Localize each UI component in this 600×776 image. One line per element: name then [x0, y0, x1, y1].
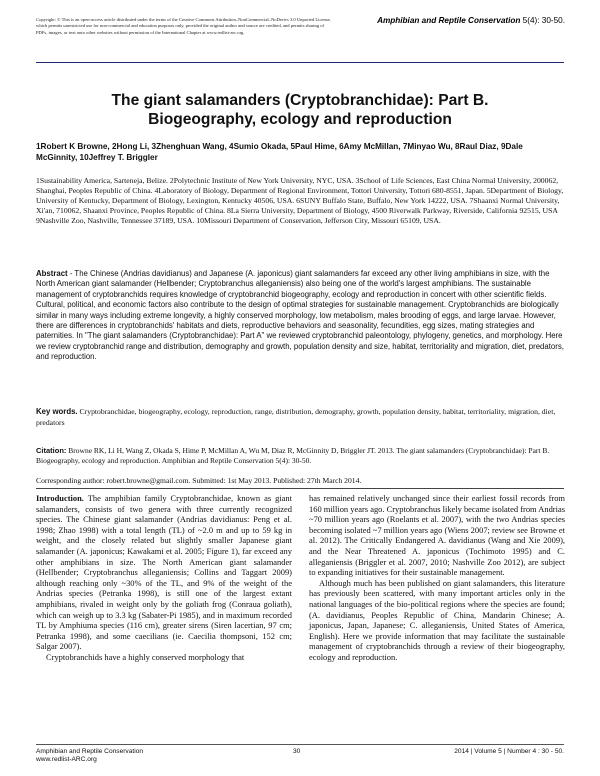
journal-name: Amphibian and Reptile Conservation	[377, 16, 521, 25]
journal-volume: 5(4): 30-50.	[522, 16, 565, 25]
citation-text: Browne RK, Li H, Wang Z, Okada S, Hime P, McMillan A, Wu M, Diaz R, McGinnity D, Briggler JT. 2013. The giant salamanders (Cryptobranchidae): Part B. Biogeography, ecology and reproduction. Amphibian and Reptile Conservation 5(4): 30-50.	[36, 446, 550, 465]
footer-rule	[36, 744, 564, 745]
abstract	[36, 269, 564, 363]
copyright-notice: Copyright: © This is an open-access article distributed under the terms of the Creative Commons Attribution–NonCommercial–NoDerivs 3.0 Unported License, which permits unrestricted use for non-commercial and education purposes only, provided the original author and source are credited, and permits sharing of PDFs, images, or text onto other websites without permission of the International Chapter at www.redlist-arc.org.	[36, 17, 331, 35]
intro-label: Introduction.	[36, 493, 84, 503]
footer-url[interactable]: www.redlist-ARC.org	[36, 756, 97, 764]
header-rule	[36, 62, 564, 63]
keywords	[36, 407, 564, 428]
article-title	[36, 91, 564, 129]
keywords-label: Key words.	[36, 407, 78, 416]
title-line-1: The giant salamanders (Cryptobranchidae): Part B.	[111, 92, 489, 109]
intro-paragraph-1	[36, 493, 292, 652]
body-column-left	[36, 493, 292, 663]
abstract-text: - The Chinese (Andrias davidianus) and Japanese (A. japonicus) giant salamanders far exceed any other living amphibians in size, with the North American giant salamander (Hellbender; Cryptobranchus alleganiensis) also being one of the world's largest amphibians. The sustainable management of cryptobranchids requires knowledge of cryptobranchid biogeography, ecology and reproduction in concert with other scientific fields. Cultural, political, and economic factors also contribute to the design of optimal strategies for sustainable management. Cryptobranchids are biologically similar in many ways including extreme longevity, a highly conserved morphology, low metabolism, males brooding of eggs, and large larvae. However, there are differences in cryptobranchids' habitats and diets, reproductive behaviors and seasonality, fecundities, egg sizes, mating strategies and paternities. In "The giant salamanders (Cryptobranchidae): Part A" we reviewed cryptobranchid paleontology, phylogeny, genetics, and morphology. Here we review cryptobranchid range and distribution, demography and growth, population density and size, habitat, territoriality and migration, diet, predators, and reproduction.	[36, 269, 564, 362]
page-number: 30	[293, 748, 301, 755]
citation	[36, 446, 564, 466]
body-column-right	[309, 493, 565, 663]
journal-header	[340, 16, 565, 25]
keywords-text: Cryptobranchidae, biogeography, ecology, reproduction, range, distribution, demography, growth, population density, habitat, territoriality, migration, diet, predators	[36, 407, 556, 427]
right-paragraph-2: Although much has been published on giant salamanders, this literature has previously been scattered, with many important articles only in the national languages of the bio-political regions where the species are found; (A. davidianus, Peoples Republic of China, Mandarin Chinese; A. japonicus, Japan, Japanese; C. alleganiensis, United States of America, English). Here we provide information that may facilitate the sustainable management of cryptobranchids through a review of their biogeography, ecology and reproduction.	[309, 577, 565, 662]
author-list: 1Robert K Browne, 2Hong Li, 3Zhenghuan Wang, 4Sumio Okada, 5Paul Hime, 6Amy McMillan, 7Minyao Wu, 8Raul Diaz, 9Dale McGinnity, 10Jeffrey T. Briggler	[36, 142, 523, 162]
footer-issue: 2014 | Volume 5 | Number 4 : 30 - 50.	[454, 748, 564, 755]
intro-paragraph-2: Cryptobranchids have a highly conserved morphology that	[46, 651, 245, 662]
intro-text: The amphibian family Cryptobranchidae, known as giant salamanders, consists of two genera with three currently recognized species. The Chinese giant salamander (Andrias davidianus: Peng et al. 1998; Zhao 1998) with a total length (TL) of ~2.0 m and up to 59 kg in weight, and the closely related but slightly smaller Japanese giant salamander (A. japonicus; Kawakami et al. 2005; Figure 1), far exceed any other amphibians in size. The North American giant salamander (Hellbender; Cryptobranchus alleganiensis; Collins and Taggart 2009) although reaching only ~30% of the TL, and 9% of the weight of the Andrias species (Petranka 1998), is still one of the largest extant amphibians, rivaled in weight only by the goliath frog (Conraua goliath), which can weigh up to 3.3 kg (Sabater-Pi 1985), and in maximum recorded TL by Amphiuma species (116 cm), greater sirens (Siren lacertian, 97 cm; Petranka 1998), and some caecilians (ie. Caecilia thompsoni, 152 cm; Salgar 2007).	[36, 493, 292, 652]
section-rule	[36, 488, 564, 489]
footer-journal-name: Amphibian and Reptile Conservation	[36, 748, 144, 755]
abstract-label: Abstract	[36, 269, 68, 278]
right-paragraph-1: has remained relatively unchanged since their earliest fossil records from 160 million years ago. Cryptobranchus likely became isolated from Andrias ~70 million years ago (Roelants et al. 2007), with the two Andrias species becoming isolated ~7 million years ago (Wiens 2007; review see Browne et al. 2012). The Critically Endangered A. davidianus (Wang and Xie 2009), and the Near Threatened A. japonicus (Tochimoto 1995) and C. alleganiensis (Briggler et al. 2007, 2010; Nashville Zoo 2012), are subject to expanding initiatives for their sustainable management.	[309, 493, 565, 578]
title-line-2: Biogeography, ecology and reproduction	[148, 111, 452, 128]
corresponding-author: Corresponding author: robert.browne@gmail.com. Submitted: 1st May 2013. Published: 27th March 2014.	[36, 476, 362, 485]
footer-journal	[36, 748, 143, 765]
affiliations: 1Sustainability America, Sarteneja, Belize. 2Polytechnic Institute of New York University, NYC, USA. 3School of Life Sciences, East China Normal University, 200062, Shanghai, Peoples Republic of China. 4Laboratory of Biology, Department of Regional Environment, Tottori University, Tottori 680-8551, Japan. 5Department of Biology, University of Kentucky, Department of Biology, Lexington, Kentucky 40506, USA. 6SUNY Buffalo State, Buffalo, New York 14222, USA. 7Shaanxi Normal University, Xi'an, 710062, Shaanxi Province, Peoples Republic of China. 8La Sierra University, Department of Biology, 4500 Riverwalk Parkway, Riverside, California 92515, USA 9Nashville Zoo, Nashville, Tennessee 37189, USA. 10Missouri Department of Conservation, Jefferson City, Missouri 65109, USA.	[36, 176, 564, 226]
citation-label: Citation:	[36, 446, 67, 455]
